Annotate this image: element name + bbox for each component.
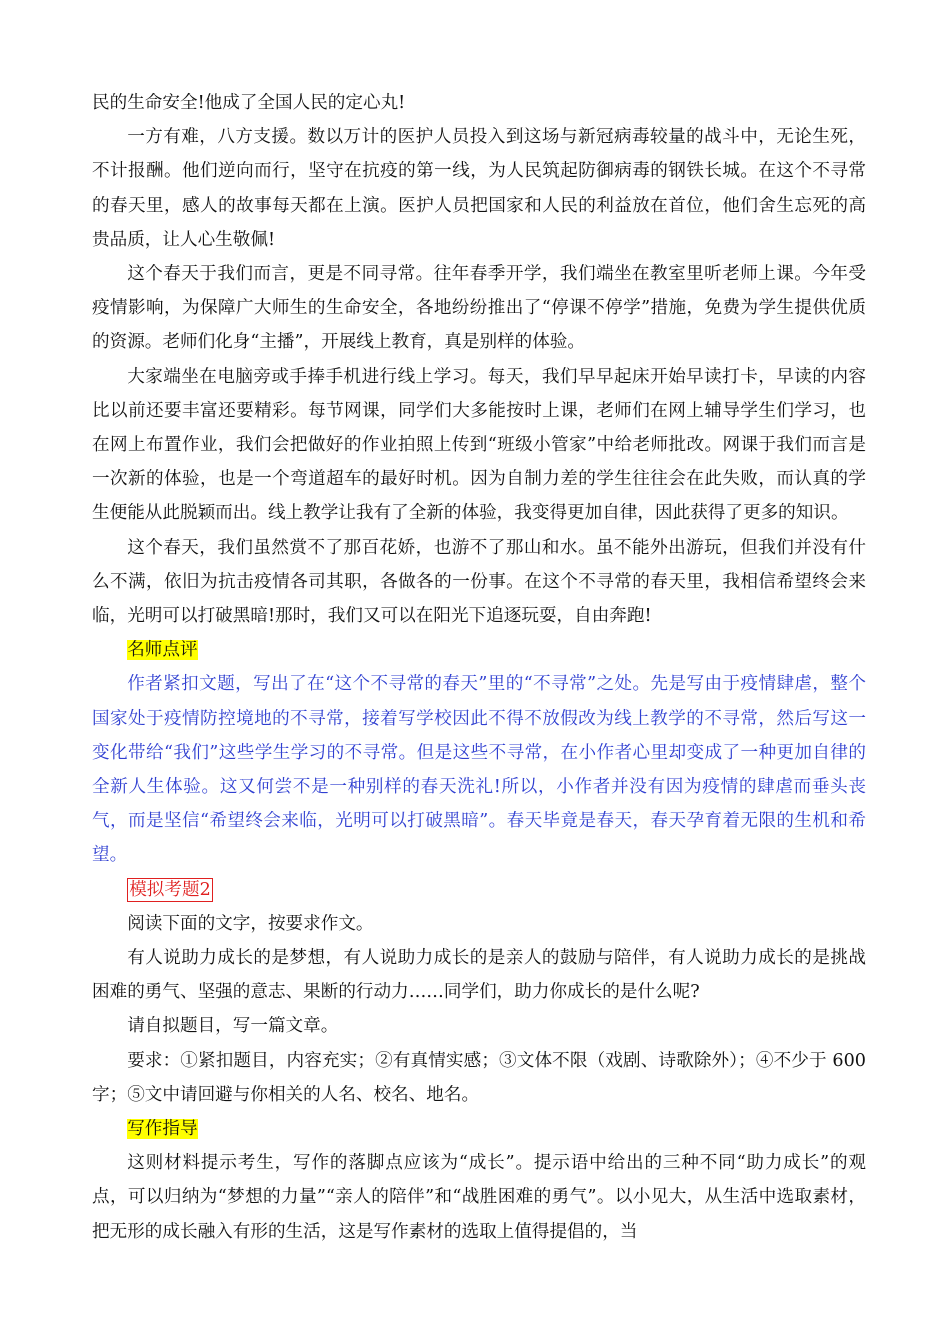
mock-exam-heading: 模拟考题2 bbox=[129, 879, 211, 900]
exam-instruction: 阅读下面的文字，按要求作文。 bbox=[127, 913, 374, 934]
essay-paragraph: 这个春天于我们而言，更是不同寻常。往年春季开学，我们端坐在教室里听老师上课。今年受疫情影响，为保障广大师生的生命安全，各地纷纷推出了“停课不停学”措施，免费为学生提供优质的资源。老师们化身“主播”，开展线上教育，真是别样的体验。 bbox=[92, 264, 866, 353]
essay-paragraph: 大家端坐在电脑旁或手捧手机进行线上学习。每天，我们早早起床开始早读打卡，早读的内容比以前还要丰富还要精彩。每节网课，同学们大多能按时上课，老师们在网上辅导学生们学习，也在网上布置作业，我们会把做好的作业拍照上传到“班级小管家”中给老师批改。网课于我们而言是一次新的体验，也是一个弯道超车的最好时机。因为自制力差的学生往往会在此失败，而认真的学生便能从此脱颖而出。线上教学让我有了全新的体验，我变得更加自律，因此获得了更多的知识。 bbox=[92, 366, 866, 524]
writing-guide-text: 这则材料提示考生，写作的落脚点应该为“成长”。提示语中给出的三种不同“助力成长”的观点，可以归纳为“梦想的力量”“亲人的陪伴”和“战胜困难的勇气”。以小见大，从生活中选取素材，把无形的成长融入有形的生活，这是写作素材的选取上值得提倡的，当 bbox=[92, 1153, 866, 1242]
teacher-comment-heading: 名师点评 bbox=[127, 640, 198, 661]
writing-guide-heading: 写作指导 bbox=[127, 1119, 198, 1140]
document-page bbox=[92, 86, 866, 1249]
essay-paragraph: 这个春天，我们虽然赏不了那百花娇，也游不了那山和水。虽不能外出游玩，但我们并没有什么不满，依旧为抗击疫情各司其职，各做各的一份事。在这个不寻常的春天里，我相信希望终会来临，光明可以打破黑暗!那时，我们又可以在阳光下追逐玩耍，自由奔跑! bbox=[92, 537, 866, 627]
teacher-comment-heading-line bbox=[92, 633, 866, 667]
exam-title-note: 请自拟题目，写一篇文章。 bbox=[127, 1016, 339, 1037]
essay-paragraph: 民的生命安全!他成了全国人民的定心丸! bbox=[92, 93, 406, 113]
mock-exam-heading-line bbox=[92, 873, 866, 907]
essay-paragraph: 一方有难，八方支援。数以万计的医护人员投入到这场与新冠病毒较量的战斗中，无论生死，不计报酬。他们逆向而行，坚守在抗疫的第一线，为人民筑起防御病毒的钢铁长城。在这个不寻常的春天里，感人的故事每天都在上演。医护人员把国家和人民的利益放在首位，他们舍生忘死的高贵品质，让人心生敬佩! bbox=[92, 127, 866, 250]
exam-prompt: 有人说助力成长的是梦想，有人说助力成长的是亲人的鼓励与陪伴，有人说助力成长的是挑战困难的勇气、坚强的意志、果断的行动力……同学们，助力你成长的是什么呢? bbox=[92, 948, 866, 1003]
teacher-comment-text: 作者紧扣文题，写出了在“这个不寻常的春天”里的“不寻常”之处。先是写由于疫情肆虐，整个国家处于疫情防控境地的不寻常，接着写学校因此不得不放假改为线上教学的不寻常，然后写这一变化带给“我们”这些学生学习的不寻常。但是这些不寻常，在小作者心里却变成了一种更加自律的全新人生体验。这又何尝不是一种别样的春天洗礼!所以，小作者并没有因为疫情的肆虐而垂头丧气，而是坚信“希望终会来临，光明可以打破黑暗”。春天毕竟是春天，春天孕育着无限的生机和希望。 bbox=[92, 674, 866, 866]
exam-requirements: 要求：①紧扣题目，内容充实；②有真情实感；③文体不限（戏剧、诗歌除外）；④不少于 600字；⑤文中请回避与你相关的人名、校名、地名。 bbox=[92, 1050, 866, 1105]
writing-guide-heading-line bbox=[92, 1112, 866, 1146]
